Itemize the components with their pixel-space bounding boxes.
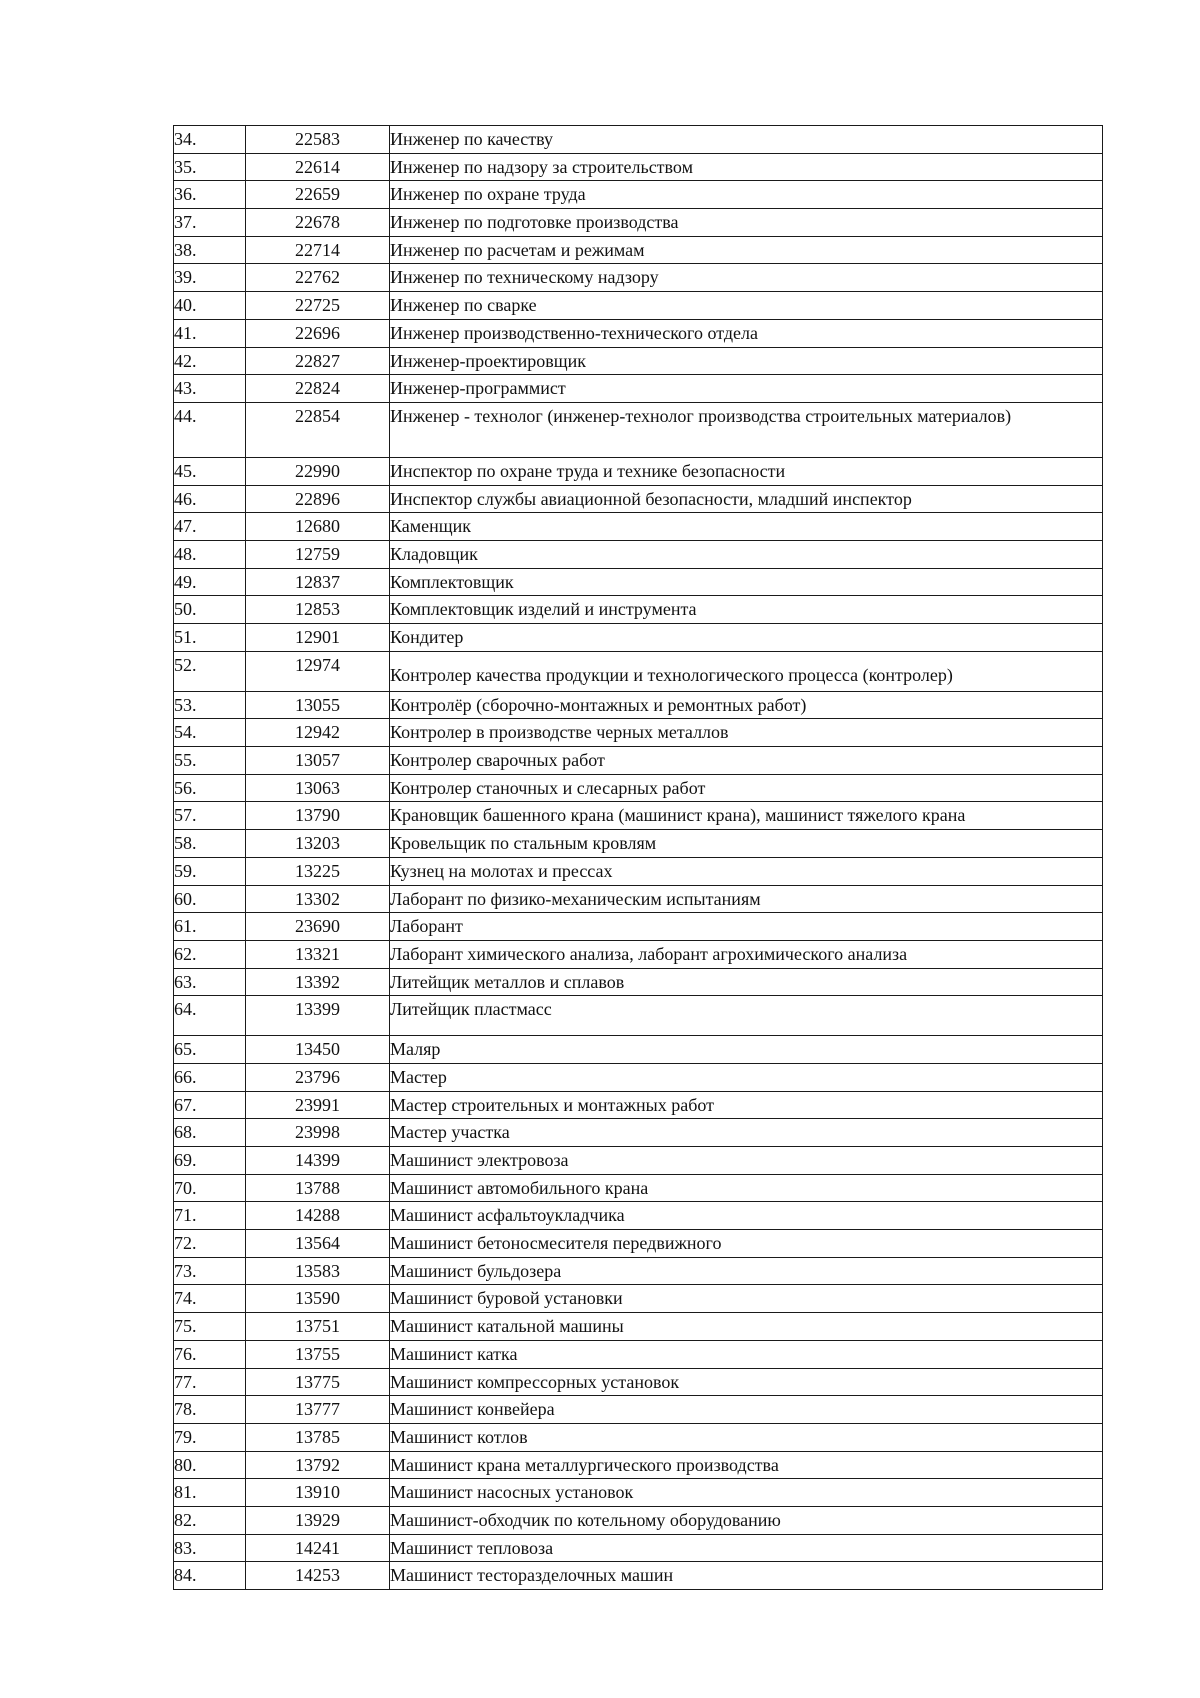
- table-row: [174, 1368, 1103, 1396]
- profession-code: 22896: [246, 485, 390, 513]
- profession-code: 12837: [246, 568, 390, 596]
- row-number: 37.: [174, 209, 246, 237]
- profession-name: Маляр: [390, 1036, 1103, 1064]
- row-number: 52.: [174, 651, 246, 691]
- profession-code: 13777: [246, 1396, 390, 1424]
- table-row: [174, 1257, 1103, 1285]
- row-number: 35.: [174, 153, 246, 181]
- profession-code: 13399: [246, 996, 390, 1036]
- table-row: [174, 1340, 1103, 1368]
- table-row: [174, 719, 1103, 747]
- profession-code: 13790: [246, 802, 390, 830]
- row-number: 38.: [174, 236, 246, 264]
- profession-name: Лаборант химического анализа, лаборант агрохимического анализа: [390, 940, 1103, 968]
- profession-name: Машинист-обходчик по котельному оборудованию: [390, 1506, 1103, 1534]
- profession-name: Комплектовщик изделий и инструмента: [390, 596, 1103, 624]
- row-number: 40.: [174, 292, 246, 320]
- profession-code: 12942: [246, 719, 390, 747]
- table-row: [174, 1534, 1103, 1562]
- table-row: [174, 940, 1103, 968]
- profession-code: 13057: [246, 747, 390, 775]
- row-number: 80.: [174, 1451, 246, 1479]
- profession-code: 13792: [246, 1451, 390, 1479]
- profession-name: Инженер по охране труда: [390, 181, 1103, 209]
- table-row: [174, 457, 1103, 485]
- profession-name: Инженер-проектировщик: [390, 347, 1103, 375]
- table-row: [174, 624, 1103, 652]
- profession-name: Инженер по качеству: [390, 126, 1103, 154]
- profession-name: Машинист катальной машины: [390, 1313, 1103, 1341]
- row-number: 54.: [174, 719, 246, 747]
- profession-name: Машинист котлов: [390, 1423, 1103, 1451]
- profession-name: Мастер: [390, 1063, 1103, 1091]
- table-row: [174, 1091, 1103, 1119]
- profession-code: 13450: [246, 1036, 390, 1064]
- table-row: [174, 1479, 1103, 1507]
- profession-name: Машинист компрессорных установок: [390, 1368, 1103, 1396]
- row-number: 51.: [174, 624, 246, 652]
- row-number: 76.: [174, 1340, 246, 1368]
- profession-code: 22714: [246, 236, 390, 264]
- profession-name: Комплектовщик: [390, 568, 1103, 596]
- profession-code: 22990: [246, 457, 390, 485]
- row-number: 47.: [174, 513, 246, 541]
- table-row: [174, 485, 1103, 513]
- row-number: 79.: [174, 1423, 246, 1451]
- table-row: [174, 347, 1103, 375]
- profession-name: Инженер-программист: [390, 375, 1103, 403]
- profession-name: Инженер по надзору за строительством: [390, 153, 1103, 181]
- profession-code: 14241: [246, 1534, 390, 1562]
- table-row: [174, 1036, 1103, 1064]
- table-row: [174, 996, 1103, 1036]
- table-row: [174, 209, 1103, 237]
- profession-name: Машинист крана металлургического производства: [390, 1451, 1103, 1479]
- row-number: 56.: [174, 774, 246, 802]
- row-number: 39.: [174, 264, 246, 292]
- row-number: 75.: [174, 1313, 246, 1341]
- profession-code: 13910: [246, 1479, 390, 1507]
- profession-name: Кондитер: [390, 624, 1103, 652]
- row-number: 66.: [174, 1063, 246, 1091]
- profession-code: 22583: [246, 126, 390, 154]
- profession-code: 13751: [246, 1313, 390, 1341]
- profession-code: 13063: [246, 774, 390, 802]
- profession-code: 13755: [246, 1340, 390, 1368]
- row-number: 50.: [174, 596, 246, 624]
- profession-code: 12680: [246, 513, 390, 541]
- profession-name: Инженер по сварке: [390, 292, 1103, 320]
- row-number: 62.: [174, 940, 246, 968]
- row-number: 55.: [174, 747, 246, 775]
- row-number: 73.: [174, 1257, 246, 1285]
- table-row: [174, 913, 1103, 941]
- profession-code: 14399: [246, 1147, 390, 1175]
- table-row: [174, 1230, 1103, 1258]
- table-row: [174, 1396, 1103, 1424]
- profession-code: 13392: [246, 968, 390, 996]
- table-row: [174, 513, 1103, 541]
- profession-code: 12974: [246, 651, 390, 691]
- profession-code: 13564: [246, 1230, 390, 1258]
- profession-code: 22824: [246, 375, 390, 403]
- row-number: 65.: [174, 1036, 246, 1064]
- profession-name: Инспектор службы авиационной безопасности, младший инспектор: [390, 485, 1103, 513]
- table-row: [174, 540, 1103, 568]
- profession-code: 22614: [246, 153, 390, 181]
- table-row: [174, 1506, 1103, 1534]
- profession-name: Машинист асфальтоукладчика: [390, 1202, 1103, 1230]
- profession-code: 13321: [246, 940, 390, 968]
- profession-code: 14253: [246, 1562, 390, 1590]
- profession-name: Контролер сварочных работ: [390, 747, 1103, 775]
- profession-code: 22659: [246, 181, 390, 209]
- row-number: 48.: [174, 540, 246, 568]
- table-row: [174, 319, 1103, 347]
- table-row: [174, 1063, 1103, 1091]
- table-row: [174, 857, 1103, 885]
- profession-code: 14288: [246, 1202, 390, 1230]
- table-row: [174, 1147, 1103, 1175]
- row-number: 70.: [174, 1174, 246, 1202]
- row-number: 78.: [174, 1396, 246, 1424]
- profession-name: Машинист автомобильного крана: [390, 1174, 1103, 1202]
- profession-name: Мастер участка: [390, 1119, 1103, 1147]
- profession-name: Каменщик: [390, 513, 1103, 541]
- profession-name: Инженер по расчетам и режимам: [390, 236, 1103, 264]
- profession-code: 13929: [246, 1506, 390, 1534]
- table-row: [174, 181, 1103, 209]
- profession-code: 22762: [246, 264, 390, 292]
- profession-name: Лаборант по физико-механическим испытаниям: [390, 885, 1103, 913]
- row-number: 63.: [174, 968, 246, 996]
- row-number: 71.: [174, 1202, 246, 1230]
- profession-code: 22827: [246, 347, 390, 375]
- table-row: [174, 1202, 1103, 1230]
- profession-code: 22854: [246, 402, 390, 457]
- row-number: 81.: [174, 1479, 246, 1507]
- profession-name: Машинист насосных установок: [390, 1479, 1103, 1507]
- table-row: [174, 375, 1103, 403]
- row-number: 84.: [174, 1562, 246, 1590]
- profession-name: Машинист конвейера: [390, 1396, 1103, 1424]
- profession-name: Инженер по подготовке производства: [390, 209, 1103, 237]
- row-number: 59.: [174, 857, 246, 885]
- profession-name: Кладовщик: [390, 540, 1103, 568]
- row-number: 42.: [174, 347, 246, 375]
- table-row: [174, 1423, 1103, 1451]
- table-row: [174, 153, 1103, 181]
- table-row: [174, 774, 1103, 802]
- table-row: [174, 1285, 1103, 1313]
- row-number: 61.: [174, 913, 246, 941]
- professions-table-body: [174, 126, 1103, 1590]
- row-number: 43.: [174, 375, 246, 403]
- table-row: [174, 568, 1103, 596]
- profession-code: 13590: [246, 1285, 390, 1313]
- row-number: 82.: [174, 1506, 246, 1534]
- profession-code: 13055: [246, 691, 390, 719]
- table-row: [174, 1562, 1103, 1590]
- row-number: 72.: [174, 1230, 246, 1258]
- profession-name: Контролер станочных и слесарных работ: [390, 774, 1103, 802]
- profession-name: Мастер строительных и монтажных работ: [390, 1091, 1103, 1119]
- table-row: [174, 1451, 1103, 1479]
- table-row: [174, 691, 1103, 719]
- profession-code: 13302: [246, 885, 390, 913]
- row-number: 68.: [174, 1119, 246, 1147]
- row-number: 58.: [174, 830, 246, 858]
- profession-name: Кузнец на молотах и прессах: [390, 857, 1103, 885]
- profession-name: Контролёр (сборочно-монтажных и ремонтных работ): [390, 691, 1103, 719]
- row-number: 45.: [174, 457, 246, 485]
- row-number: 74.: [174, 1285, 246, 1313]
- profession-code: 12853: [246, 596, 390, 624]
- profession-name: Машинист бетоносмесителя передвижного: [390, 1230, 1103, 1258]
- profession-code: 23991: [246, 1091, 390, 1119]
- profession-name: Лаборант: [390, 913, 1103, 941]
- profession-name: Крановщик башенного крана (машинист крана), машинист тяжелого крана: [390, 802, 1103, 830]
- profession-code: 23796: [246, 1063, 390, 1091]
- profession-code: 13785: [246, 1423, 390, 1451]
- table-row: [174, 1119, 1103, 1147]
- row-number: 49.: [174, 568, 246, 596]
- profession-name: Литейщик пластмасс: [390, 996, 1103, 1036]
- profession-name: Машинист буровой установки: [390, 1285, 1103, 1313]
- profession-code: 23690: [246, 913, 390, 941]
- table-row: [174, 830, 1103, 858]
- table-row: [174, 292, 1103, 320]
- profession-code: 12901: [246, 624, 390, 652]
- profession-name: Кровельщик по стальным кровлям: [390, 830, 1103, 858]
- profession-name: Инженер по техническому надзору: [390, 264, 1103, 292]
- row-number: 64.: [174, 996, 246, 1036]
- profession-code: 12759: [246, 540, 390, 568]
- profession-name: Машинист электровоза: [390, 1147, 1103, 1175]
- profession-name: Инженер - технолог (инженер-технолог производства строительных материалов): [390, 402, 1103, 457]
- profession-name: Машинист катка: [390, 1340, 1103, 1368]
- table-row: [174, 126, 1103, 154]
- profession-code: 13788: [246, 1174, 390, 1202]
- profession-code: 13225: [246, 857, 390, 885]
- profession-code: 22678: [246, 209, 390, 237]
- table-row: [174, 651, 1103, 691]
- profession-name: Машинист тепловоза: [390, 1534, 1103, 1562]
- row-number: 34.: [174, 126, 246, 154]
- profession-code: 13203: [246, 830, 390, 858]
- row-number: 44.: [174, 402, 246, 457]
- table-row: [174, 1313, 1103, 1341]
- profession-name: Инспектор по охране труда и технике безопасности: [390, 457, 1103, 485]
- table-row: [174, 1174, 1103, 1202]
- professions-table: [173, 125, 1103, 1590]
- profession-name: Машинист тесторазделочных машин: [390, 1562, 1103, 1590]
- row-number: 53.: [174, 691, 246, 719]
- table-row: [174, 968, 1103, 996]
- profession-name: Инженер производственно-технического отдела: [390, 319, 1103, 347]
- profession-name: Контролер в производстве черных металлов: [390, 719, 1103, 747]
- table-row: [174, 747, 1103, 775]
- table-row: [174, 802, 1103, 830]
- profession-code: 13775: [246, 1368, 390, 1396]
- profession-name: Контролер качества продукции и технологического процесса (контролер): [390, 651, 1103, 691]
- row-number: 36.: [174, 181, 246, 209]
- row-number: 83.: [174, 1534, 246, 1562]
- profession-code: 22725: [246, 292, 390, 320]
- profession-code: 23998: [246, 1119, 390, 1147]
- row-number: 41.: [174, 319, 246, 347]
- profession-name: Машинист бульдозера: [390, 1257, 1103, 1285]
- table-row: [174, 885, 1103, 913]
- row-number: 77.: [174, 1368, 246, 1396]
- table-row: [174, 402, 1103, 457]
- row-number: 46.: [174, 485, 246, 513]
- table-row: [174, 596, 1103, 624]
- profession-code: 13583: [246, 1257, 390, 1285]
- table-row: [174, 236, 1103, 264]
- profession-code: 22696: [246, 319, 390, 347]
- row-number: 57.: [174, 802, 246, 830]
- row-number: 69.: [174, 1147, 246, 1175]
- row-number: 60.: [174, 885, 246, 913]
- table-row: [174, 264, 1103, 292]
- row-number: 67.: [174, 1091, 246, 1119]
- profession-name: Литейщик металлов и сплавов: [390, 968, 1103, 996]
